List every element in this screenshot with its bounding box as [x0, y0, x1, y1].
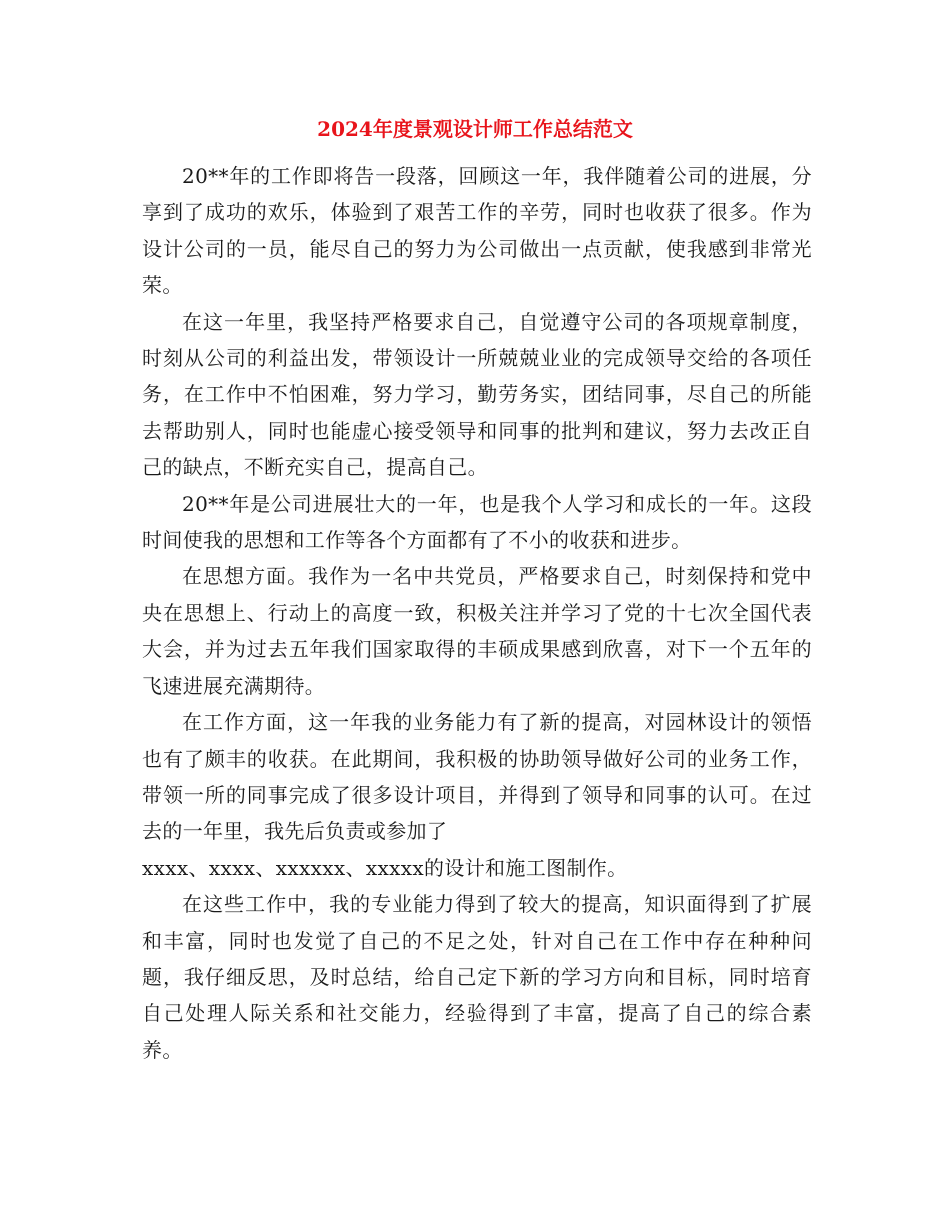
paragraph: 20**年的工作即将告一段落，回顾这一年，我伴随着公司的进展，分享到了成功的欢乐，体验到了艰苦工作的辛劳，同时也收获了很多。作为设计公司的一员，能尽自己的努力为公司做出一点贡献，使我感到非常光荣。 — [142, 164, 812, 298]
paragraph: 20**年是公司进展壮大的一年，也是我个人学习和成长的一年。这段时间使我的思想和工作等各个方面都有了不小的收获和进步。 — [142, 491, 812, 553]
paragraph: 在这些工作中，我的专业能力得到了较大的提高，知识面得到了扩展和丰富，同时也发觉了自己的不足之处，针对自己在工作中存在种种问题，我仔细反思，及时总结，给自己定下新的学习方向和目标，同时培育自己处理人际关系和社交能力，经验得到了丰富，提高了自己的综合素养。 — [142, 892, 812, 1062]
paragraph: 在这一年里，我坚持严格要求自己，自觉遵守公司的各项规章制度，时刻从公司的利益出发，带领设计一所兢兢业业的完成领导交给的各项任务，在工作中不怕困难，努力学习，勤劳务实，团结同事，尽自己的所能去帮助别人，同时也能虚心接受领导和同事的批判和建议，努力去改正自己的缺点，不断充实自己，提高自己。 — [142, 309, 812, 480]
document-title: 2024年度景观设计师工作总结范文 — [317, 117, 633, 141]
paragraph: xxxx、xxxx、xxxxxx、xxxxx的设计和施工图制作。 — [142, 855, 628, 880]
paragraph: 在思想方面。我作为一名中共党员，严格要求自己，时刻保持和党中央在思想上、行动上的高度一致，积极关注并学习了党的十七次全国代表大会，并为过去五年我们国家取得的丰硕成果感到欣喜，对下一个五年的飞速进展充满期待。 — [142, 564, 812, 698]
document-body — [142, 158, 812, 1068]
paragraph: 在工作方面，这一年我的业务能力有了新的提高，对园林设计的领悟也有了颇丰的收获。在此期间，我积极的协助领导做好公司的业务工作，带领一所的同事完成了很多设计项目，并得到了领导和同事的认可。在过去的一年里，我先后负责或参加了 — [142, 710, 812, 844]
